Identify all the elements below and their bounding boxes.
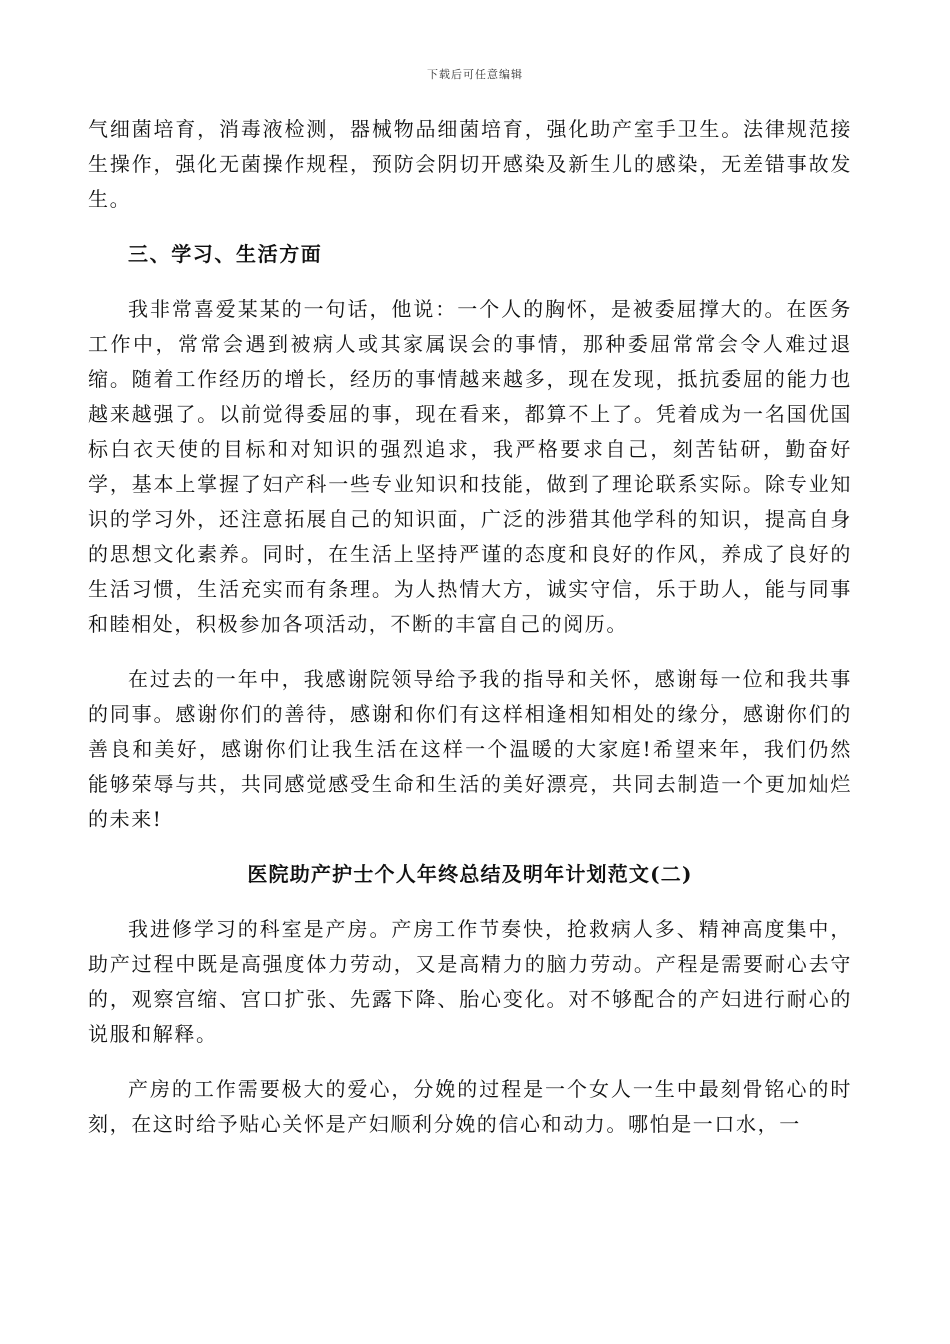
article-title-part-two: 医院助产护士个人年终总结及明年计划范文(二)	[247, 862, 693, 886]
paragraph-study-life: 我非常喜爱某某的一句话，他说：一个人的胸怀，是被委屈撑大的。在医务工作中，常常会遇到被病人或其家属误会的事情，那种委屈常常会令人难过退缩。随着工作经历的增长，经历的事情越来越多，现在发现，抵抗委屈的能力也越来越强了。以前觉得委屈的事，现在看来，都算不上了。凭着成为一名国优国标白衣天使的目标和对知识的强烈追求，我严格要求自己，刻苦钻研，勤奋好学，基本上掌握了妇产科一些专业知识和技能，做到了理论联系实际。除专业知识的学习外，还注意拓展自己的知识面，广泛的涉猎其他学科的知识，提高自身的思想文化素养。同时，在生活上坚持严谨的态度和良好的作风，养成了良好的生活习惯，生活充实而有条理。为人热情大方，诚实守信，乐于助人，能与同事和睦相处，积极参加各项活动，不断的丰富自己的阅历。	[88, 297, 852, 636]
paragraph-delivery-room: 我进修学习的科室是产房。产房工作节奏快，抢救病人多、精神高度集中，助产过程中既是高强度体力劳动，又是高精力的脑力劳动。产程是需要耐心去守的，观察宫缩、宫口扩张、先露下降、胎心变化。对不够配合的产妇进行耐心的说服和解释。	[88, 917, 852, 1046]
paragraph-delivery-care: 产房的工作需要极大的爱心，分娩的过程是一个女人一生中最刻骨铭心的时刻，在这时给予贴心关怀是产妇顺利分娩的信心和动力。哪怕是一口水，一	[88, 1077, 852, 1136]
section-heading-study-life: 三、学习、生活方面	[128, 242, 323, 266]
paragraph-gratitude: 在过去的一年中，我感谢院领导给予我的指导和关怀，感谢每一位和我共事的同事。感谢你们的善待，感谢和你们有这样相逢相知相处的缘分，感谢你们的善良和美好，感谢你们让我生活在这样一个温暖的大家庭!希望来年，我们仍然能够荣辱与共，共同感觉感受生命和生活的美好漂亮，共同去制造一个更加灿烂的未来!	[88, 667, 852, 831]
document-body	[88, 112, 852, 1142]
header-note: 下载后可任意编辑	[427, 68, 523, 81]
paragraph-continuation: 气细菌培育，消毒液检测，器械物品细菌培育，强化助产室手卫生。法律规范接生操作，强化无菌操作规程，预防会阴切开感染及新生儿的感染，无差错事故发生。	[88, 117, 852, 211]
